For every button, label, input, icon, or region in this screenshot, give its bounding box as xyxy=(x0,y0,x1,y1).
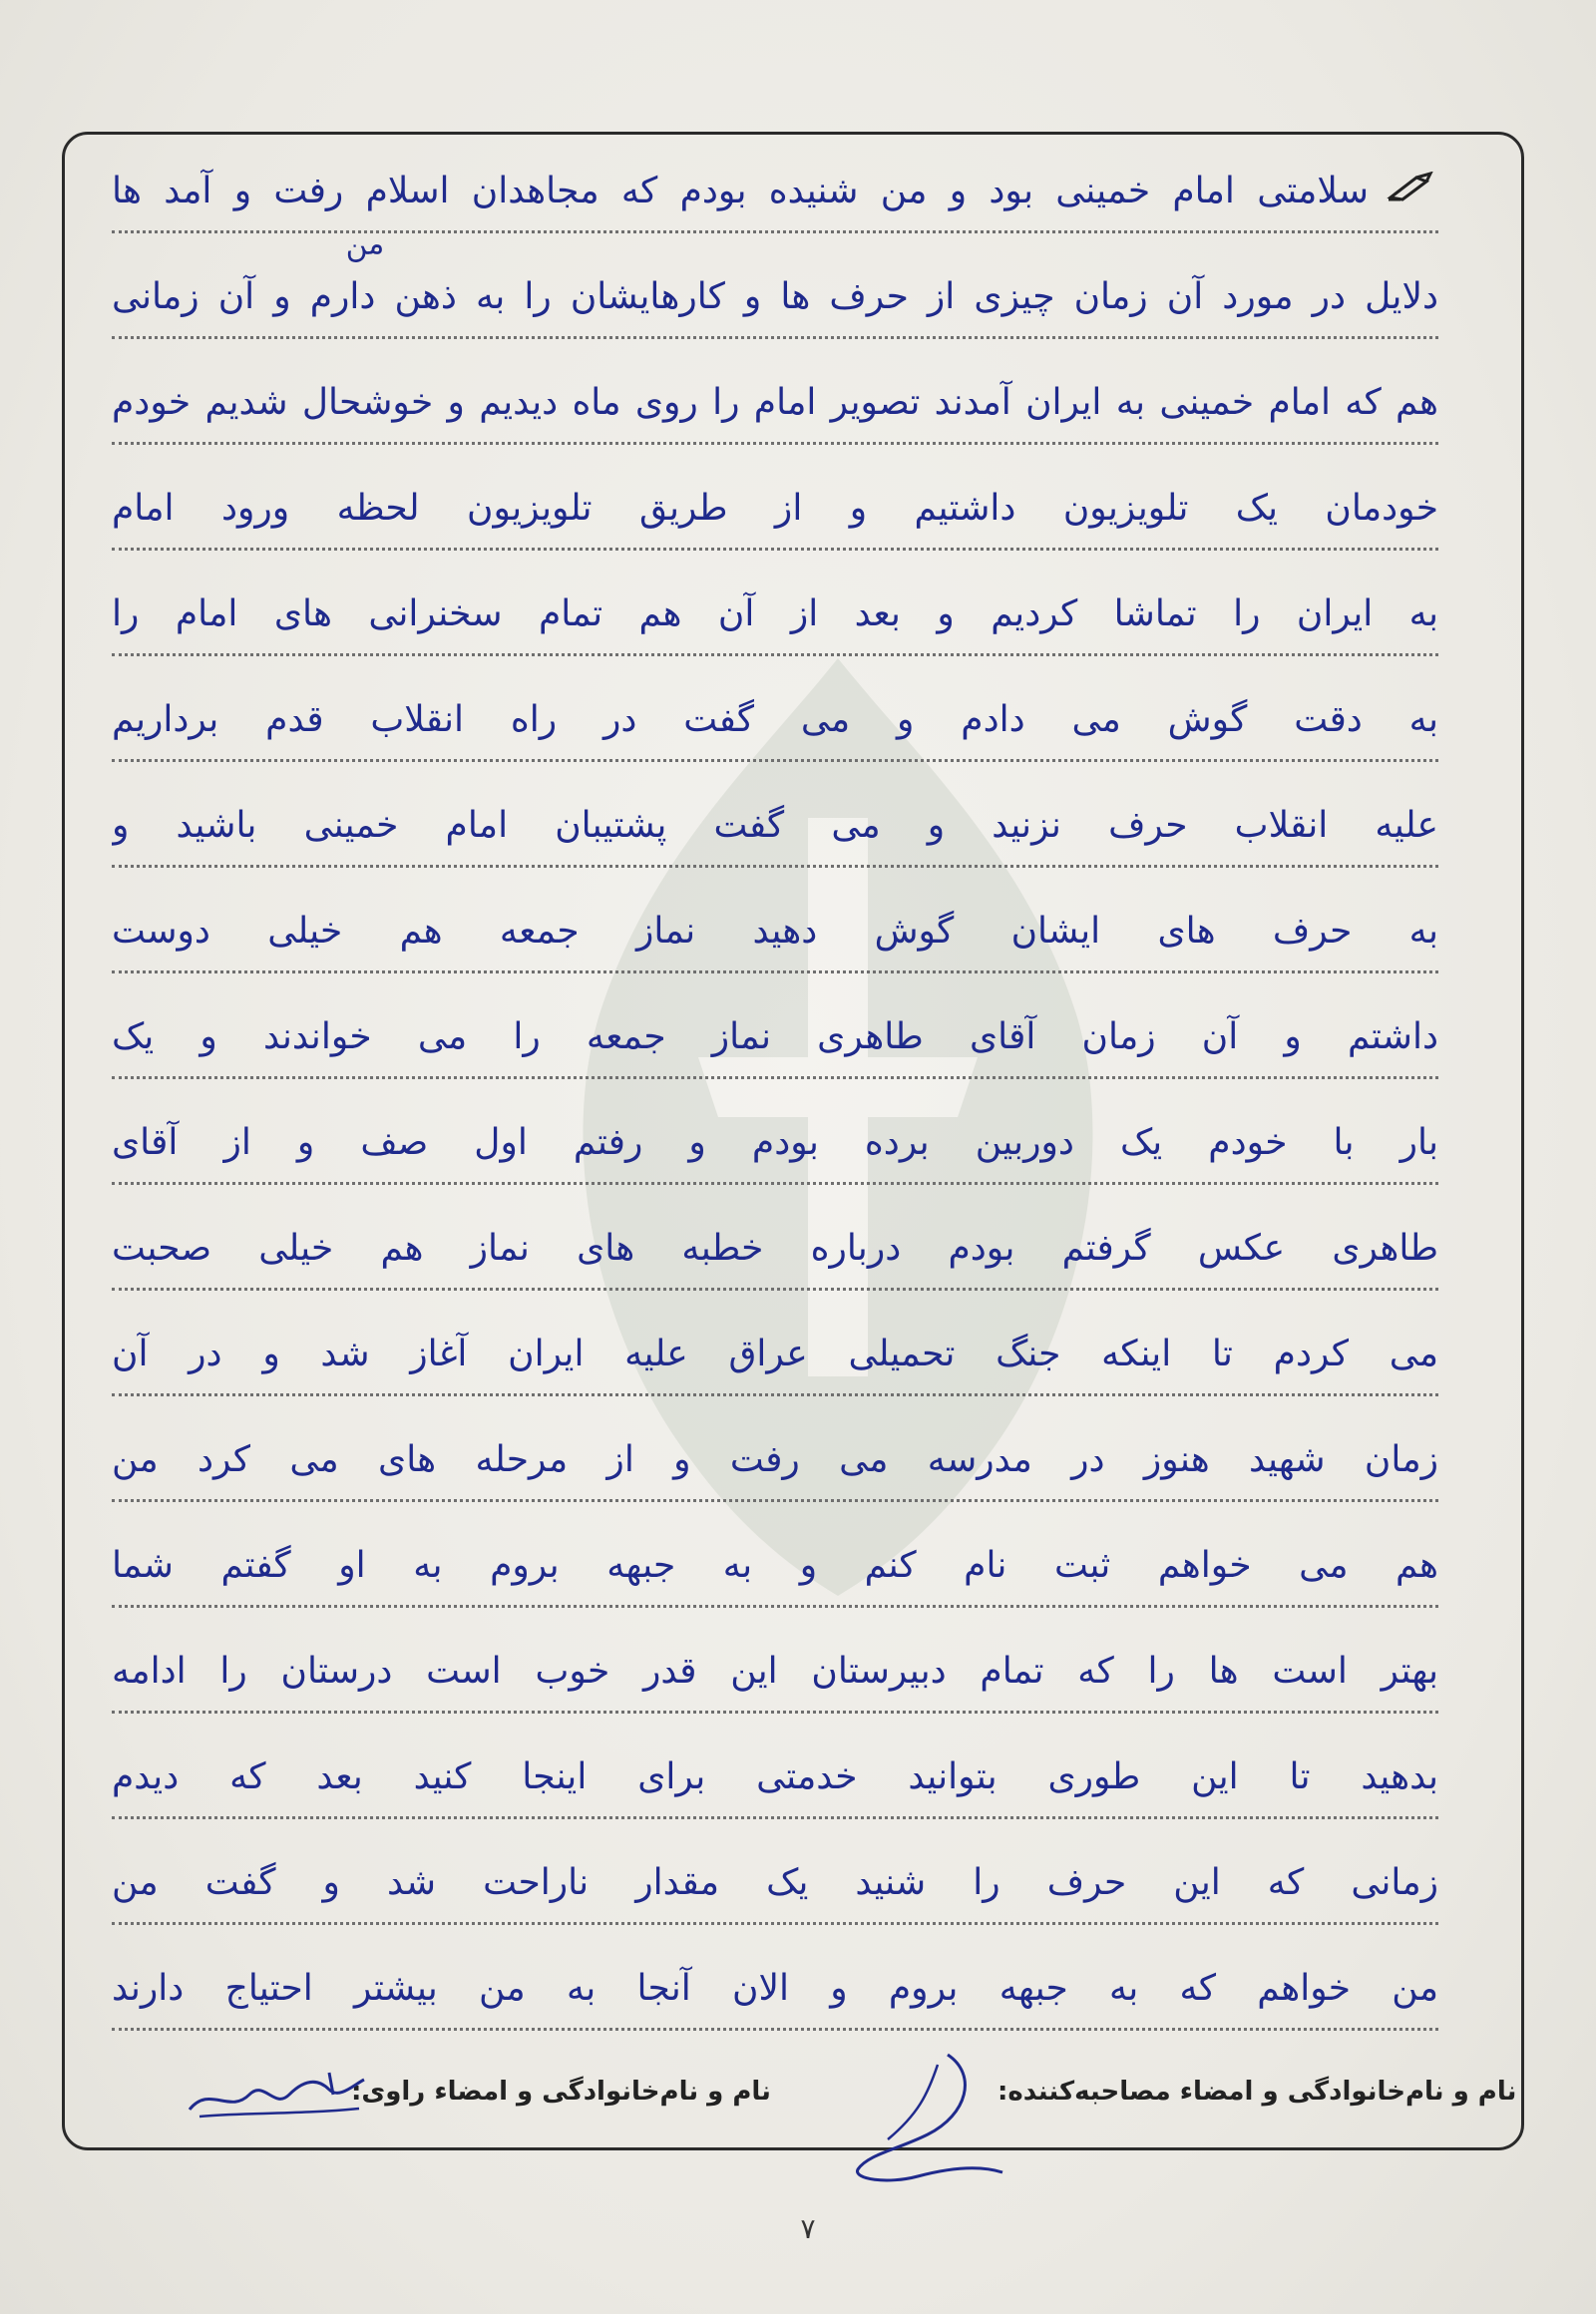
handwritten-line: داشتم و آن زمان آقای طاهری نماز جمعه را می خواندند و یک xyxy=(112,983,1438,1079)
handwritten-line: هم که امام خمینی به ایران آمدند تصویر امام را روی ماه دیدیم و خوشحال شدیم خودم xyxy=(112,349,1438,445)
handwritten-line: خودمان یک تلویزیون داشتیم و از طریق تلویزیون لحظه ورود امام xyxy=(112,455,1438,551)
handwritten-line: به ایران را تماشا کردیم و بعد از آن هم تمام سخنرانی های امام را xyxy=(112,561,1438,656)
narrator-signature xyxy=(180,2065,369,2124)
handwritten-line: زمانی که این حرف را شنید یک مقدار ناراحت شد و گفت من xyxy=(112,1829,1438,1925)
handwritten-line: طاهری عکس گرفتم بودم درباره خطبه های نماز هم خیلی صحبت xyxy=(112,1195,1438,1291)
handwritten-line: بدهید تا این طوری بتوانید خدمتی برای اینجا کنید بعد که دیدم xyxy=(112,1724,1438,1819)
handwritten-line: سلامتی امام خمینی بود و من شنیده بودم که مجاهدان اسلام رفت و آمد ها xyxy=(112,138,1438,233)
handwritten-line: من خواهم که به جبهه بروم و الان آنجا به من بیشتر احتیاج دارند xyxy=(112,1935,1438,2031)
handwritten-line: زمان شهید هنوز در مدرسه می رفت و از مرحله های می کرد من xyxy=(112,1406,1438,1502)
page-number: ۷ xyxy=(800,2212,816,2245)
handwritten-line: هم می خواهم ثبت نام کنم و به جبهه بروم به او گفتم شما xyxy=(112,1512,1438,1608)
interviewer-signature xyxy=(828,2045,1007,2194)
handwritten-line: دلایل در مورد آن زمان چیزی از حرف ها و کارهایشان را به ذهن دارم و آن زمانی xyxy=(112,243,1438,339)
handwritten-line: بهتر است ها را که تمام دبیرستان این قدر خوب است درستان را ادامه xyxy=(112,1618,1438,1714)
handwritten-line: می کردم تا اینکه جنگ تحمیلی عراق علیه ایران آغاز شد و در آن xyxy=(112,1301,1438,1396)
handwritten-line: بار با خودم یک دوربین برده بودم و رفتم اول صف و از آقای xyxy=(112,1089,1438,1185)
interviewer-signature-label: نام و نام‌خانوادگی و امضاء مصاحبه‌کننده: xyxy=(998,2077,1517,2107)
inserted-word-note: من xyxy=(343,225,386,264)
handwritten-line: علیه انقلاب حرف نزنید و می گفت پشتیبان امام خمینی باشید و xyxy=(112,772,1438,868)
narrator-signature-label: نام و نام‌خانوادگی و امضاء راوی: xyxy=(351,2077,771,2107)
handwritten-line: به دقت گوش می دادم و می گفت در راه انقلاب قدم برداریم xyxy=(112,666,1438,762)
handwritten-line: به حرف های ایشان گوش دهید نماز جمعه هم خیلی دوست xyxy=(112,878,1438,973)
